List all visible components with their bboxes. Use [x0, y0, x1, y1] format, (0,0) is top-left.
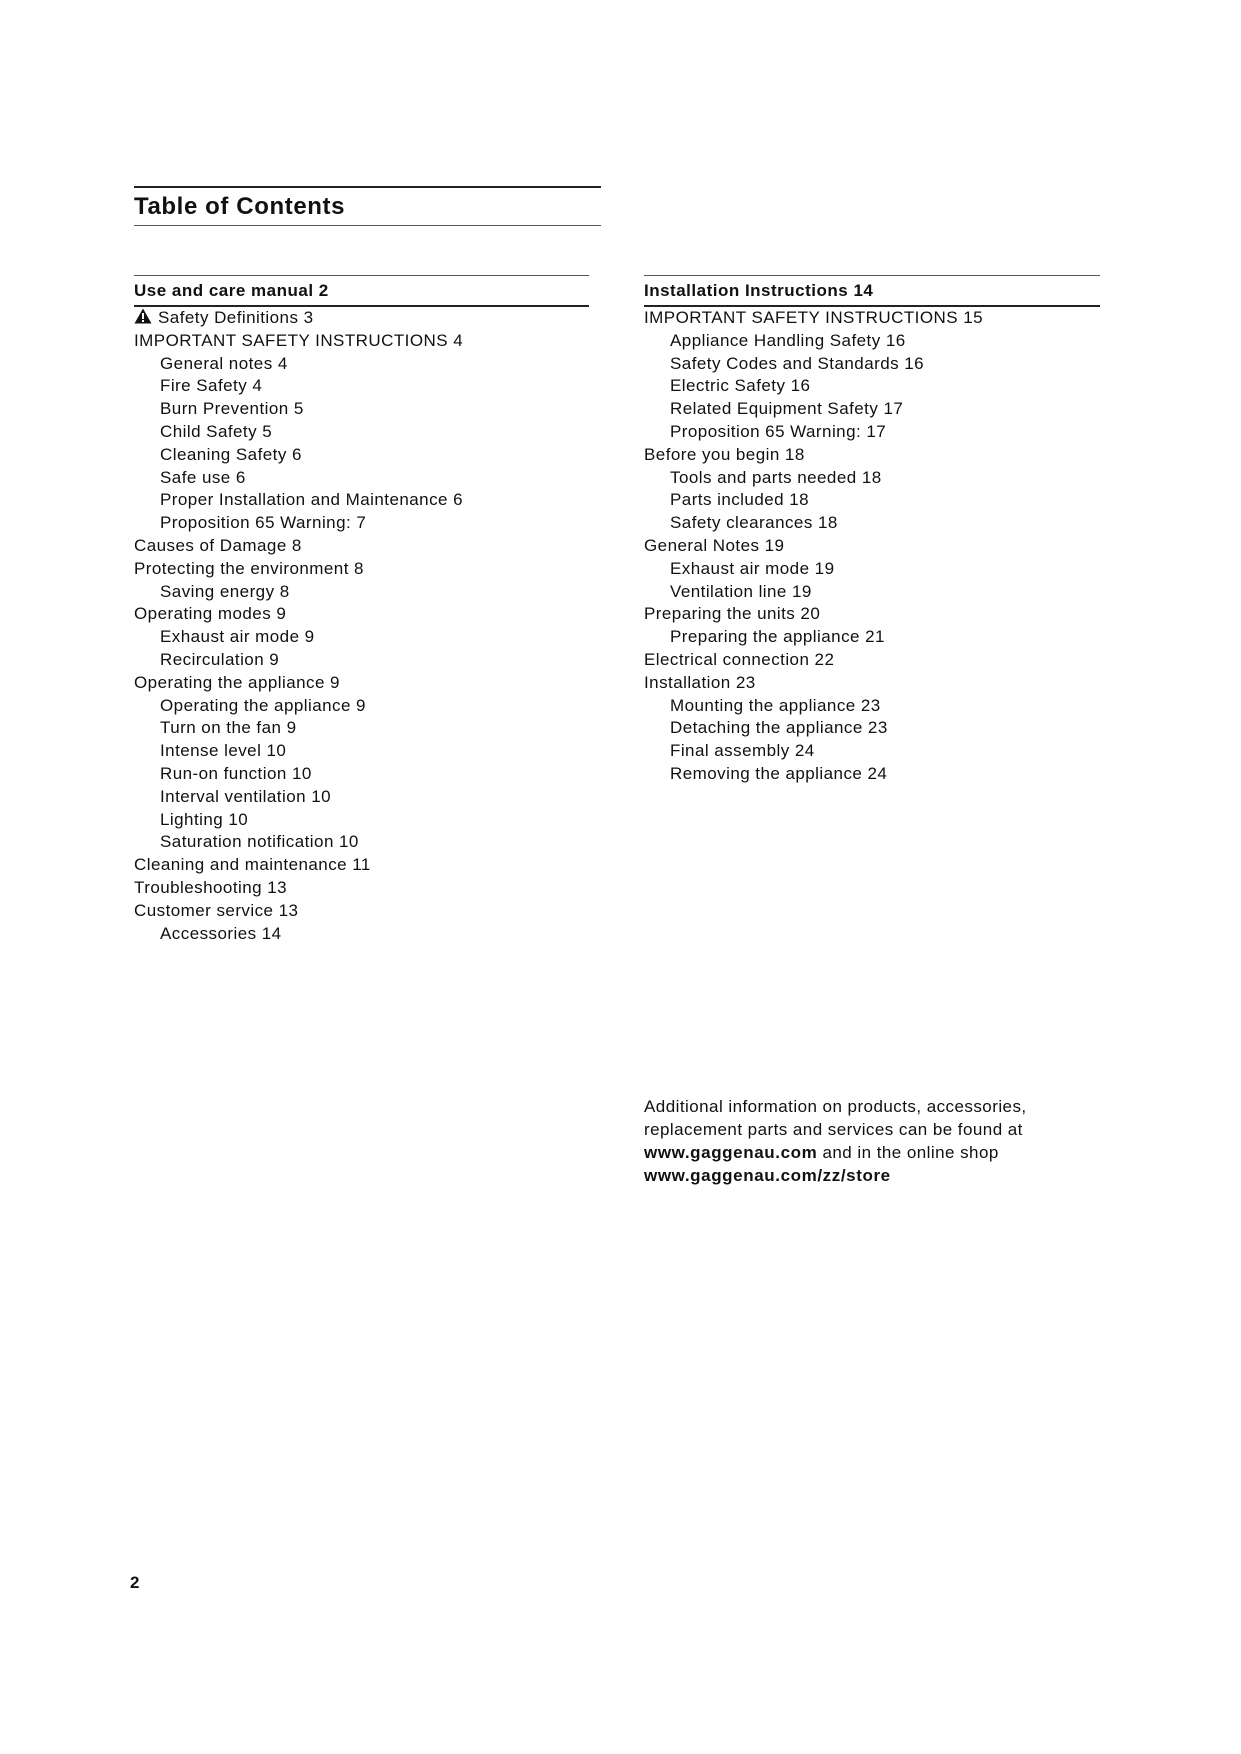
- toc-entry-label: Customer service 13: [134, 900, 299, 920]
- toc-entry[interactable]: [134, 421, 589, 444]
- toc-entry[interactable]: [134, 307, 589, 330]
- toc-entry-label: Related Equipment Safety 17: [670, 399, 904, 419]
- toc-entry-label: General Notes 19: [644, 535, 785, 555]
- toc-entry-label: Fire Safety 4: [160, 376, 263, 396]
- toc-entry-label: Preparing the units 20: [644, 604, 821, 624]
- toc-entry[interactable]: [134, 786, 589, 809]
- info-line: Additional information on products, accessories,: [644, 1097, 1027, 1116]
- toc-entry[interactable]: [134, 467, 589, 490]
- toc-entry-label: Removing the appliance 24: [670, 763, 888, 783]
- toc-entry-label: Cleaning and maintenance 11: [134, 855, 371, 875]
- toc-entry-label: Ventilation line 19: [670, 581, 812, 601]
- toc-entry[interactable]: [644, 444, 1100, 467]
- toc-entry[interactable]: [134, 809, 589, 832]
- toc-entry[interactable]: [134, 854, 589, 877]
- toc-entry[interactable]: [644, 512, 1100, 535]
- toc-entry-label: Lighting 10: [160, 809, 249, 829]
- toc-entry-label: Protecting the environment 8: [134, 558, 364, 578]
- toc-entry[interactable]: [134, 923, 589, 946]
- toc-entry[interactable]: [134, 581, 589, 604]
- toc-entry-label: Saving energy 8: [160, 581, 290, 601]
- toc-entry-label: Proper Installation and Maintenance 6: [160, 490, 464, 510]
- toc-entry[interactable]: [134, 512, 589, 535]
- toc-entry[interactable]: [134, 763, 589, 786]
- toc-entry[interactable]: [134, 740, 589, 763]
- toc-entry[interactable]: [134, 877, 589, 900]
- toc-entry[interactable]: [134, 489, 589, 512]
- toc-entry[interactable]: [644, 581, 1100, 604]
- title-block: [134, 186, 601, 226]
- info-text: and in the online shop: [817, 1143, 999, 1162]
- warning-triangle-icon: [134, 308, 152, 324]
- toc-entry-label: Recirculation 9: [160, 649, 280, 669]
- toc-entry-label: Detaching the appliance 23: [670, 718, 888, 738]
- toc-entry-label: Exhaust air mode 19: [670, 558, 835, 578]
- website-link[interactable]: www.gaggenau.com: [644, 1143, 818, 1162]
- toc-entry[interactable]: [644, 603, 1100, 626]
- toc-entry-label: Electrical connection 22: [644, 649, 835, 669]
- toc-entry[interactable]: [644, 375, 1100, 398]
- toc-entry[interactable]: [134, 444, 589, 467]
- toc-entry[interactable]: [134, 831, 589, 854]
- toc-entry[interactable]: [644, 695, 1100, 718]
- toc-entry[interactable]: [644, 717, 1100, 740]
- toc-entry-label: Interval ventilation 10: [160, 786, 332, 806]
- toc-entry[interactable]: [644, 307, 1100, 330]
- toc-entry[interactable]: [644, 398, 1100, 421]
- toc-entry-label: Final assembly 24: [670, 741, 815, 761]
- toc-entry[interactable]: [644, 489, 1100, 512]
- toc-entry-label: Burn Prevention 5: [160, 399, 304, 419]
- toc-entry[interactable]: [644, 763, 1100, 786]
- toc-entry[interactable]: [644, 535, 1100, 558]
- toc-entry[interactable]: [644, 740, 1100, 763]
- toc-entry-label: Installation 23: [644, 672, 756, 692]
- toc-entry[interactable]: [644, 353, 1100, 376]
- toc-entry-label: Operating the appliance 9: [160, 695, 366, 715]
- info-line: [644, 1164, 1114, 1187]
- toc-entry-label: Appliance Handling Safety 16: [670, 330, 906, 350]
- toc-entry[interactable]: [644, 421, 1100, 444]
- toc-entry-label: Proposition 65 Warning: 17: [670, 421, 887, 441]
- toc-entry[interactable]: [134, 398, 589, 421]
- toc-entry-label: Accessories 14: [160, 923, 282, 943]
- store-link[interactable]: www.gaggenau.com/zz/store: [644, 1166, 891, 1185]
- toc-entry-label: Exhaust air mode 9: [160, 627, 315, 647]
- toc-entry[interactable]: [134, 649, 589, 672]
- toc-entry-label: Preparing the appliance 21: [670, 627, 885, 647]
- toc-entry-label: Turn on the fan 9: [160, 718, 297, 738]
- toc-list: [644, 307, 1100, 786]
- toc-section-heading[interactable]: Installation Instructions 14: [644, 275, 1100, 307]
- toc-entry-label: IMPORTANT SAFETY INSTRUCTIONS 4: [134, 330, 464, 350]
- page-number: 2: [130, 1573, 140, 1592]
- toc-entry-label: Electric Safety 16: [670, 376, 811, 396]
- toc-entry-label: General notes 4: [160, 353, 288, 373]
- toc-entry-label: Safety clearances 18: [670, 513, 838, 533]
- toc-column-right: [644, 275, 1100, 786]
- toc-entry-label: Child Safety 5: [160, 421, 273, 441]
- toc-entry-label: Troubleshooting 13: [134, 877, 288, 897]
- toc-entry-label: Cleaning Safety 6: [160, 444, 302, 464]
- toc-entry-label: Causes of Damage 8: [134, 535, 302, 555]
- toc-entry-label: Safety Codes and Standards 16: [670, 353, 925, 373]
- page-title: Table of Contents: [134, 193, 346, 220]
- toc-entry-label: Mounting the appliance 23: [670, 695, 881, 715]
- toc-entry[interactable]: [134, 603, 589, 626]
- toc-section-heading[interactable]: Use and care manual 2: [134, 275, 589, 307]
- toc-entry[interactable]: [134, 558, 589, 581]
- toc-entry-label: Proposition 65 Warning: 7: [160, 513, 367, 533]
- toc-entry[interactable]: [644, 649, 1100, 672]
- toc-entry-label: Operating modes 9: [134, 604, 287, 624]
- toc-entry-label: Intense level 10: [160, 741, 287, 761]
- toc-entry[interactable]: [644, 558, 1100, 581]
- toc-entry[interactable]: [644, 626, 1100, 649]
- toc-list: [134, 307, 589, 945]
- toc-entry-label: Operating the appliance 9: [134, 672, 340, 692]
- toc-entry[interactable]: [134, 330, 589, 353]
- toc-entry[interactable]: [134, 672, 589, 695]
- info-line: [644, 1141, 1114, 1164]
- toc-entry[interactable]: [134, 900, 589, 923]
- toc-entry[interactable]: [644, 672, 1100, 695]
- toc-column-left: [134, 275, 589, 945]
- toc-entry-label: Safe use 6: [160, 467, 246, 487]
- toc-entry-label: Tools and parts needed 18: [670, 467, 882, 487]
- toc-entry-label: Before you begin 18: [644, 444, 805, 464]
- toc-entry[interactable]: [644, 467, 1100, 490]
- toc-entry-label: Parts included 18: [670, 490, 810, 510]
- info-line: replacement parts and services can be found at: [644, 1120, 1023, 1139]
- toc-entry[interactable]: [134, 353, 589, 376]
- toc-entry[interactable]: [134, 375, 589, 398]
- toc-entry-label: Run-on function 10: [160, 763, 312, 783]
- toc-entry[interactable]: [134, 717, 589, 740]
- toc-entry-label: IMPORTANT SAFETY INSTRUCTIONS 15: [644, 308, 984, 327]
- toc-entry[interactable]: [134, 535, 589, 558]
- toc-entry-label: Saturation notification 10: [160, 832, 359, 852]
- toc-entry[interactable]: [644, 330, 1100, 353]
- additional-info: [644, 1095, 1114, 1187]
- toc-entry[interactable]: [134, 695, 589, 718]
- toc-entry[interactable]: [134, 626, 589, 649]
- toc-entry-label: Safety Definitions 3: [158, 308, 314, 327]
